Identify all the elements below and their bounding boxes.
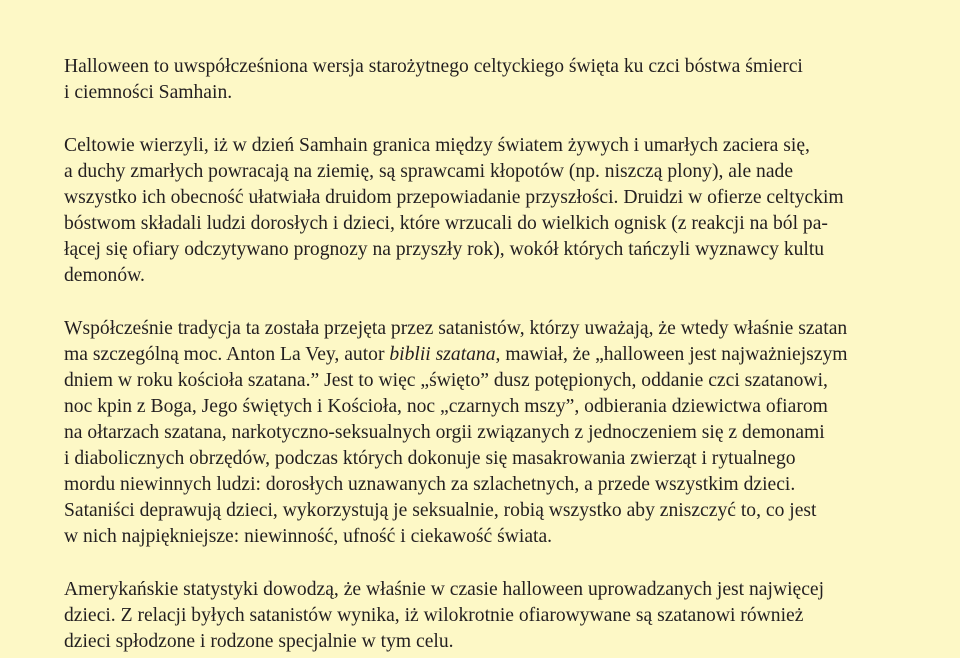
text-line: Halloween to uwspółcześniona wersja starożytnego celtyckiego święta ku czci bóstwa śmierci <box>64 56 803 77</box>
text-line: i ciemności Samhain. <box>64 82 233 103</box>
text-segment: ma szczególną moc. Anton La Vey, autor <box>64 344 390 365</box>
text-line <box>64 342 900 368</box>
paragraph-spacer <box>64 289 900 316</box>
paragraph-spacer <box>64 550 900 577</box>
text-line: Sataniści deprawują dzieci, wykorzystują je seksualnie, robią wszystko aby zniszczyć to, co jest <box>64 500 817 521</box>
text-line: mordu niewinnych ludzi: dorosłych uznawanych za szlachetnych, a przede wszystkim dzieci. <box>64 474 796 495</box>
text-line: a duchy zmarłych powracają na ziemię, są sprawcami kłopotów (np. niszczą plony), ale nade <box>64 161 794 182</box>
text-line: i diabolicznych obrzędów, podczas których dokonuje się masakrowania zwierząt i rytualnego <box>64 448 796 469</box>
text-line: dzieci. Z relacji byłych satanistów wynika, iż wilokrotnie ofiarowywane są szatanowi również <box>64 605 804 626</box>
text-line: bóstwom składali ludzi dorosłych i dzieci, które wrzucali do wielkich ognisk (z reakcji na ból pa- <box>64 213 828 234</box>
paragraph-modern <box>64 316 900 550</box>
text-line: dniem w roku kościoła szatana.” Jest to więc „święto” dusz potępionych, oddanie czci szatanowi, <box>64 370 828 391</box>
text-line: demonów. <box>64 265 145 286</box>
text-line: Współcześnie tradycja ta została przejęta przez satanistów, którzy uważają, że wtedy właśnie szatan <box>64 318 848 339</box>
paragraph-statistics <box>64 577 900 655</box>
text-line: w nich najpiękniejsze: niewinność, ufność i ciekawość świata. <box>64 526 553 547</box>
text-line: noc kpin z Boga, Jego świętych i Kościoła, noc „czarnych mszy”, odbierania dziewictwa ofiarom <box>64 396 828 417</box>
paragraph-spacer <box>64 106 900 133</box>
paragraph-celts <box>64 133 900 289</box>
text-line: dzieci spłodzone i rodzone specjalnie w tym celu. <box>64 631 454 652</box>
paragraph-intro <box>64 54 900 106</box>
text-segment: , mawiał, że „halloween jest najważniejszym <box>495 344 848 365</box>
text-line: łącej się ofiary odczytywano prognozy na przyszły rok), wokół których tańczyli wyznawcy kultu <box>64 239 825 260</box>
text-line: Amerykańskie statystyki dowodzą, że właśnie w czasie halloween uprowadzanych jest najwięcej <box>64 579 825 600</box>
book-title: biblii szatana <box>389 344 496 365</box>
text-line: Celtowie wierzyli, iż w dzień Samhain granica między światem żywych i umarłych zaciera się, <box>64 135 810 156</box>
text-line: wszystko ich obecność ułatwiała druidom przepowiadanie przyszłości. Druidzi w ofierze celtyckim <box>64 187 844 208</box>
text-line: na ołtarzach szatana, narkotyczno-seksualnych orgii związanych z jednoczeniem się z demonami <box>64 422 825 443</box>
